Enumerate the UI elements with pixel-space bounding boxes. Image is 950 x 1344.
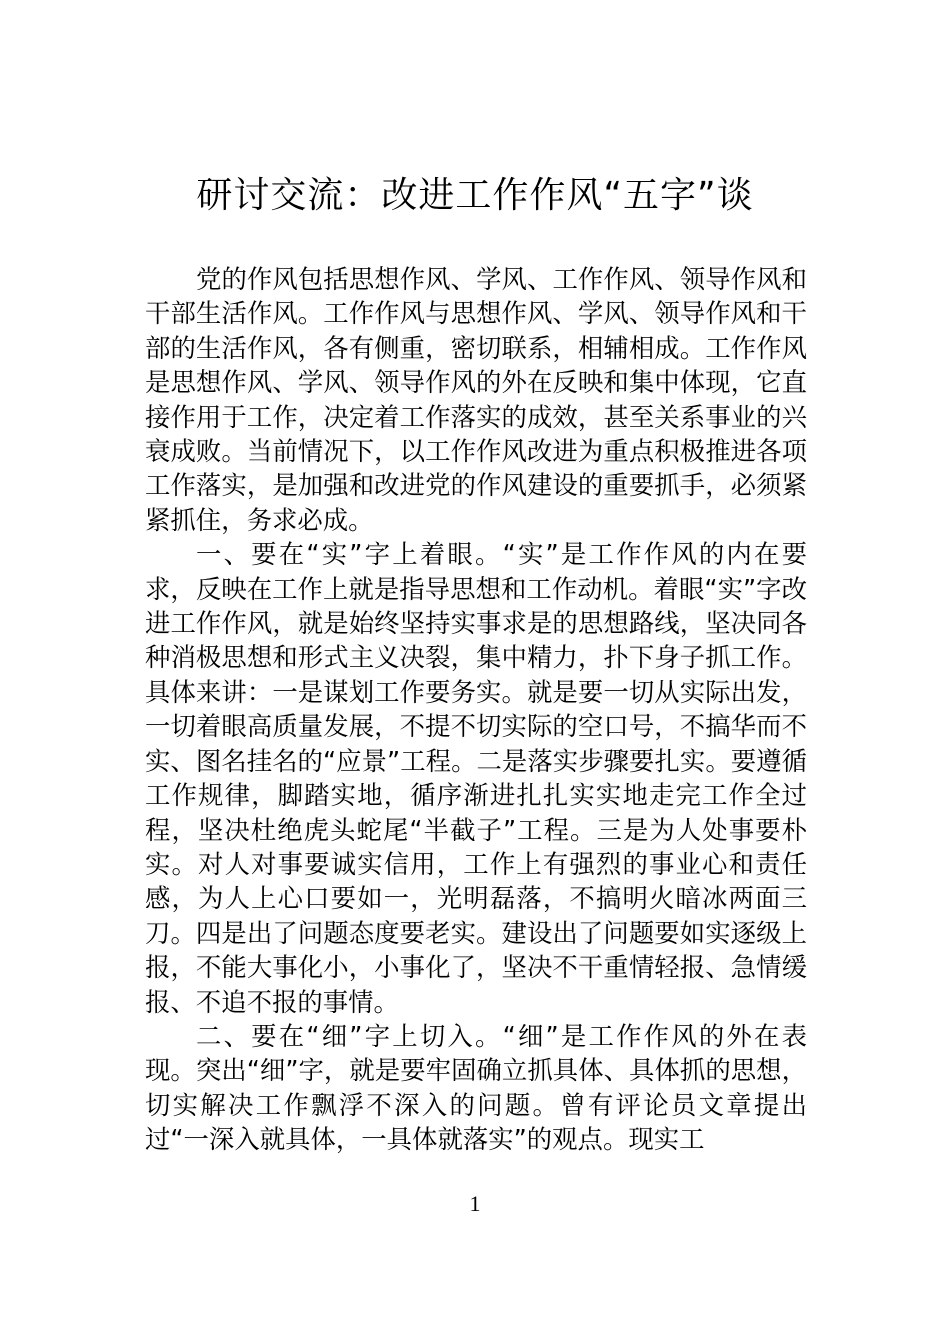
paragraph-section-2: 二、要在“细”字上切入。“细”是工作作风的外在表现。突出“细”字，就是要牢固确立抓具体、具体抓的思想，切实解决工作飘浮不深入的问题。曾有评论员文章提出过“一深入就具体，一具体就落实”的观点。现实工 <box>145 1020 807 1155</box>
document-body <box>145 262 807 1157</box>
document-title: 研讨交流：改进工作作风“五字”谈 <box>196 175 754 216</box>
page-number: 1 <box>469 1191 481 1216</box>
paragraph-intro: 党的作风包括思想作风、学风、工作作风、领导作风和干部生活作风。工作作风与思想作风、学风、领导作风和干部的生活作风，各有侧重，密切联系，相辅相成。工作作风是思想作风、学风、领导作风的外在反映和集中体现，它直接作用于工作，决定着工作落实的成效，甚至关系事业的兴衰成败。当前情况下，以工作作风改进为重点积极推进各项工作落实，是加强和改进党的作风建设的重要抓手，必须紧紧抓住，务求必成。 <box>145 264 807 535</box>
paragraph-section-1: 一、要在“实”字上着眼。“实”是工作作风的内在要求，反映在工作上就是指导思想和工作动机。着眼“实”字改进工作作风，就是始终坚持实事求是的思想路线，坚决同各种消极思想和形式主义决裂，集中精力，扑下身子抓工作。具体来讲：一是谋划工作要务实。就是要一切从实际出发，一切着眼高质量发展，不提不切实际的空口号，不搞华而不实、图名挂名的“应景”工程。二是落实步骤要扎实。要遵循工作规律，脚踏实地，循序渐进扎扎实实地走完工作全过程，坚决杜绝虎头蛇尾“半截子”工程。三是为人处事要朴实。对人对事要诚实信用，工作上有强烈的事业心和责任感，为人上心口要如一，光明磊落，不搞明火暗冰两面三刀。四是出了问题态度要老实。建设出了问题要如实逐级上报，不能大事化小，小事化了，坚决不干重情轻报、急情缓报、不追不报的事情。 <box>145 539 807 1017</box>
